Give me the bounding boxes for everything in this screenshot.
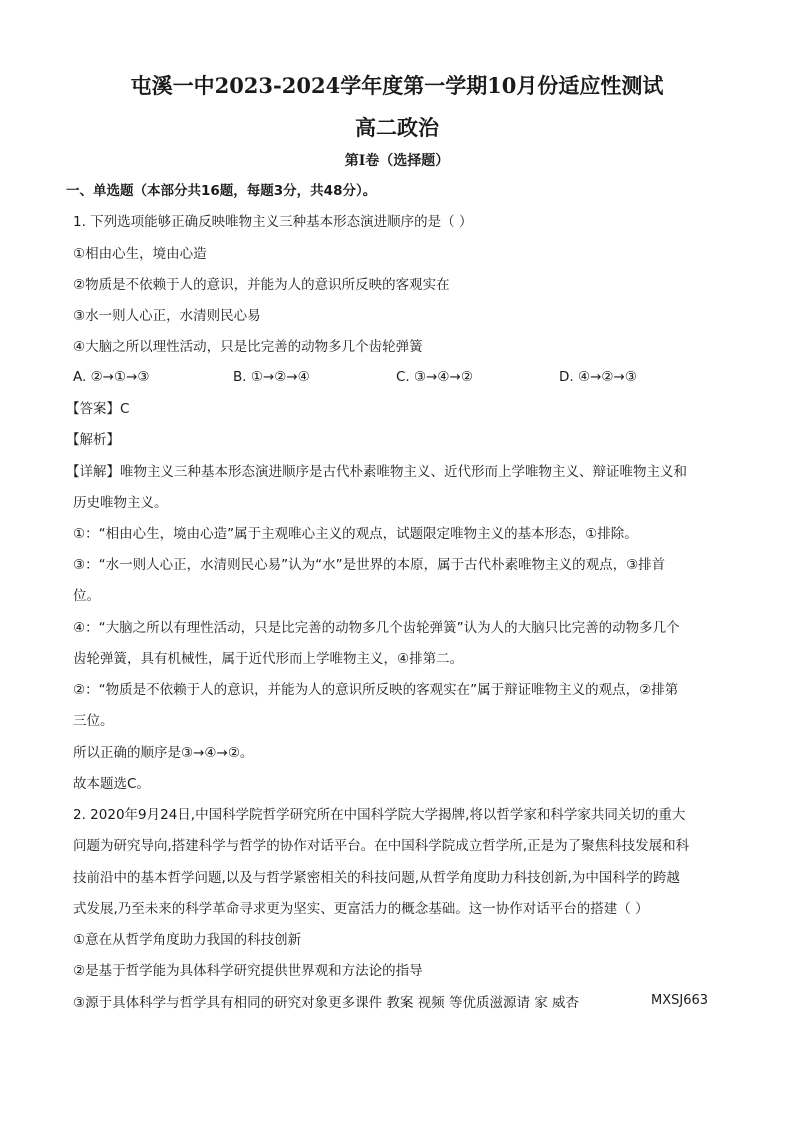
- exam-title: 屯溪一中2023-2024学年度第一学期10月份适应性测试: [130, 73, 664, 98]
- q1-analysis-label: 【解析】: [66, 432, 120, 448]
- q1-answer: 【答案】C: [66, 401, 130, 417]
- q1-item: ③水一则人心正，水清则民心易: [73, 308, 261, 324]
- q1-detail-line: 三位。: [73, 713, 114, 729]
- q1-item: ①相由心生，境由心造: [73, 246, 207, 262]
- q1-detail-line: 所以正确的顺序是③→④→②。: [73, 745, 254, 761]
- q2-item: ①意在从哲学角度助力我国的科技创新: [73, 932, 302, 948]
- q1-item: ②物质是不依赖于人的意识，并能为人的意识所反映的客观实在: [73, 277, 450, 293]
- part1-heading: 一、单选题（本部分共16题，每题3分，共48分）。: [66, 183, 377, 199]
- q2-stem-line: 2. 2020年9月24日,中国科学院哲学研究所在中国科学院大学揭牌,将以哲学家和科学家共同关切的重大: [73, 807, 686, 823]
- q1-option-d: D. ④→②→③: [559, 369, 637, 385]
- q1-detail-line: 【详解】唯物主义三种基本形态演进顺序是古代朴素唯物主义、近代形而上学唯物主义、辩证唯物主义和: [66, 464, 687, 480]
- q1-detail-line: ③：“水一则人心正，水清则民心易”认为“水”是世界的本原，属于古代朴素唯物主义的观点，③排首: [73, 557, 666, 573]
- q2-item: ③源于具体科学与哲学具有相同的研究对象更多课件 教案 视频 等优质滋源请 家 威杏: [73, 995, 580, 1011]
- q1-option-c: C. ③→④→②: [396, 369, 473, 385]
- q1-detail-line: 齿轮弹簧，具有机械性，属于近代形而上学唯物主义，④排第二。: [73, 651, 464, 667]
- q1-detail-line: ①：“相由心生，境由心造”属于主观唯心主义的观点，试题限定唯物主义的基本形态，①排除。: [73, 526, 638, 542]
- watermark-code: MXSJ663: [651, 993, 709, 1008]
- q2-item: ②是基于哲学能为具体科学研究提供世界观和方法论的指导: [73, 963, 423, 979]
- q1-stem: 1. 下列选项能够正确反映唯物主义三种基本形态演进顺序的是（ ）: [73, 214, 473, 230]
- q1-option-a: A. ②→①→③: [73, 369, 150, 385]
- q1-item: ④大脑之所以理性活动，只是比完善的动物多几个齿轮弹簧: [73, 339, 423, 355]
- q1-detail-line: 历史唯物主义。: [73, 495, 168, 511]
- q2-stem-line: 问题为研究导向,搭建科学与哲学的协作对话平台。在中国科学院成立哲学所,正是为了聚焦科技发展和科: [73, 838, 690, 854]
- subject-title: 高二政治: [355, 115, 439, 140]
- q1-detail-line: 故本题选C。: [73, 776, 150, 792]
- q1-option-b: B. ①→②→④: [233, 369, 310, 385]
- q1-detail-line: 位。: [73, 588, 100, 604]
- q2-stem-line: 式发展,乃至未来的科学革命寻求更为坚实、更富活力的概念基础。这一协作对话平台的搭建（ ）: [73, 901, 649, 917]
- q2-stem-line: 技前沿中的基本哲学问题,以及与哲学紧密相关的科技问题,从哲学角度助力科技创新,为中国科学的跨越: [73, 870, 680, 886]
- q1-detail-line: ④：“大脑之所以有理性活动，只是比完善的动物多几个齿轮弹簧”认为人的大脑只比完善的动物多几个: [73, 620, 680, 636]
- section-title: 第Ⅰ卷（选择题）: [344, 153, 450, 169]
- q1-detail-line: ②：“物质是不依赖于人的意识，并能为人的意识所反映的客观实在”属于辩证唯物主义的观点，②排第: [73, 682, 679, 698]
